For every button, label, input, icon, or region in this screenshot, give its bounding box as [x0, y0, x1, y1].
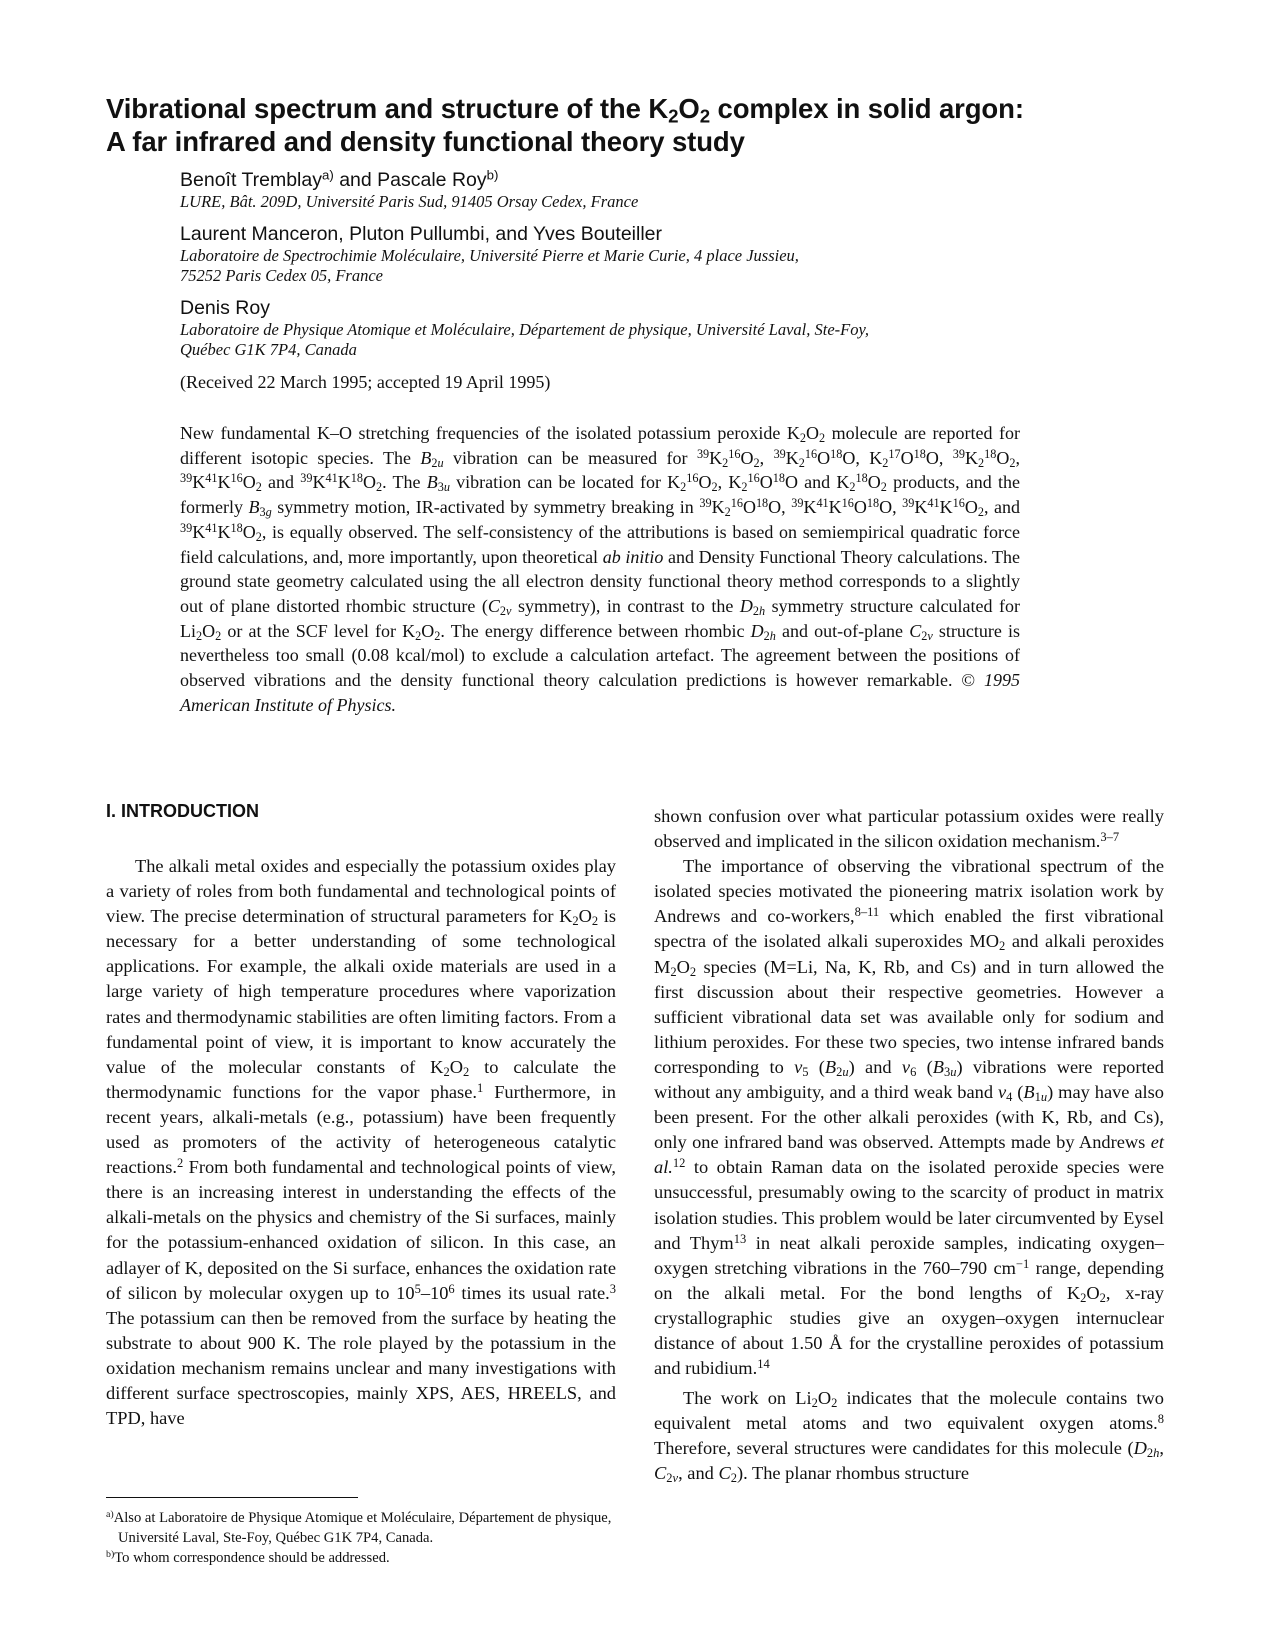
- footnotes: [106, 1508, 624, 1568]
- title-line-1: Vibrational spectrum and structure of the $K_2O_2$ complex in solid argon:: [106, 93, 1024, 127]
- right-paragraph-2: The importance of observing the vibrational spectrum of the isolated species motivated the pioneering matrix isolation work by Andrews and co-workers,$^{8-11}$ which enabled the first vibrational spectra of the isolated alkali superoxides $MO_2$ and alkali peroxides $M_2O_2$ species (M=Li, Na, K, Rb, and Cs) and in turn allowed the first discussion about their respective geometries. However a sufficient vibrational data set was available only for sodium and lithium peroxides. For these two species, two intense infrared bands corresponding to $\nu_5$ $(B_{2u})$ and $\nu_6$ $(B_{3u})$ vibrations were reported without any ambiguity, and a third weak band $\nu_4$ $(B_{1u})$ may have also been present. For the other alkali peroxides (with K, Rb, and Cs), only one infrared band was observed. Attempts made by Andrews et al.$^{12}$ to obtain Raman data on the isolated peroxide species were unsuccessful, presumably owing to the scarcity of product in matrix isolation studies. This problem would be later circumvented by Eysel and Thym$^{13}$ in neat alkali peroxide samples, indicating oxygen–oxygen stretching vibrations in the 760–790 $cm^{-1}$ range, depending on the alkali metal. For the bond lengths of $K_2O_2$, x-ray crystallographic studies give an oxygen–oxygen internuclear distance of about 1.50 Å for the crystalline peroxides of potassium and rubidium.$^{14}$: [654, 856, 1165, 1379]
- title-line-2: A far infrared and density functional theory study: [106, 126, 745, 157]
- author-names-1: Benoît Tremblay$^{a)}$ and Pascale Roy$^{b)}$: [180, 167, 499, 191]
- affiliation-1: LURE, Bât. 209D, Université Paris Sud, 91405 Orsay Cedex, France: [180, 192, 639, 211]
- left-column: [106, 854, 616, 1431]
- affiliation-2: Laboratoire de Spectrochimie Moléculaire, Université Pierre et Marie Curie, 4 place Jussieu, 75252 Paris Cedex 05, France: [180, 246, 799, 285]
- intro-paragraph-1: The alkali metal oxides and especially the potassium oxides play a variety of roles from both fundamental and technological points of view. The precise determination of structural parameters for $K_2O_2$ is necessary for a better understanding of some technological applications. For example, the alkali oxide materials are used in a large variety of high temperature procedures where vaporization rates and thermodynamic stabilities are often limiting factors. From a fundamental point of view, it is important to know accurately the value of the molecular constants of $K_2O_2$ to calculate the thermodynamic functions for the vapor phase.$^1$ Furthermore, in recent years, alkali-metals (e.g., potassium) have been frequently used as promoters of the activity of heterogeneous catalytic reactions.$^2$ From both fundamental and technological points of view, there is an increasing interest in understanding the effects of the alkali-metals on the physics and chemistry of the Si surfaces, mainly for the potassium-enhanced oxidation of silicon. In this case, an adlayer of K, deposited on the Si surface, enhances the oxidation rate of silicon by molecular oxygen up to $10^5-10^6$ times its usual rate.$^3$ The potassium can then be removed from the surface by heating the substrate to about 900 K. The role played by the potassium in the oxidation mechanism remains unclear and many investigations with different surface spectroscopies, mainly XPS, AES, HREELS, and TPD, have: [106, 856, 616, 1429]
- author-group-2: [180, 222, 1020, 286]
- footnote-divider: [106, 1497, 358, 1498]
- footnote-a: $^{a)}$Also at Laboratoire de Physique Atomique et Moléculaire, Département de physique, Université Laval, Ste-Foy, Québec G1K 7P4, Canada.: [106, 1509, 612, 1546]
- footnote-b: $^{b)}$To whom correspondence should be addressed.: [106, 1549, 390, 1566]
- author-group-1: [180, 168, 1020, 212]
- right-paragraph-1: shown confusion over what particular potassium oxides were really observed and implicated in the silicon oxidation mechanism.$^{3-7}$: [654, 806, 1164, 852]
- section-heading: I. INTRODUCTION: [106, 801, 259, 821]
- author-names-2: Laurent Manceron, Pluton Pullumbi, and Yves Bouteiller: [180, 223, 663, 245]
- right-paragraph-3: The work on $Li_2O_2$ indicates that the molecule contains two equivalent metal atoms and two equivalent oxygen atoms.$^8$ Therefore, several structures were candidates for this molecule ($D_{2h}$, $C_{2v}$, and $C_2$). The planar rhombus structure: [654, 1388, 1164, 1486]
- right-column: [654, 804, 1164, 1487]
- paper-title: [106, 92, 1186, 158]
- received-date: (Received 22 March 1995; accepted 19 April 1995): [180, 372, 551, 392]
- author-group-3: [180, 296, 1020, 360]
- abstract: New fundamental K–O stretching frequencies of the isolated potassium peroxide $K_2O_2$ molecule are reported for different isotopic species. The $B_{2u}$ vibration can be measured for $^{39}K_2^{16}O_2$, $^{39}K_2^{16}O^{18}O$, $K_2^{17}O^{18}O$, $^{39}K_2^{18}O_2$, $^{39}K^{41}K^{16}O_2$ and $^{39}K^{41}K^{18}O_2$. The $B_{3u}$ vibration can be located for $K_2^{16}O_2$, $K_2^{16}O^{18}O$ and $K_2^{18}O_2$ products, and the formerly $B_{3g}$ symmetry motion, IR-activated by symmetry breaking in $^{39}K_2^{16}O^{18}O$, $^{39}K^{41}K^{16}O^{18}O$, $^{39}K^{41}K^{16}O_2$, and $^{39}K^{41}K^{18}O_2$, is equally observed. The self-consistency of the attributions is based on semiempirical quadratic force field calculations, and, more importantly, upon theoretical ab initio and Density Functional Theory calculations. The ground state geometry calculated using the all electron density functional theory method corresponds to a slightly out of plane distorted rhombic structure ($C_{2v}$ symmetry), in contrast to the $D_{2h}$ symmetry structure calculated for $Li_2O_2$ or at the SCF level for $K_2O_2$. The energy difference between rhombic $D_{2h}$ and out-of-plane $C_{2v}$ structure is nevertheless too small (0.08 kcal/mol) to exclude a calculation artefact. The agreement between the positions of observed vibrations and the density functional theory calculation predictions is however remarkable. © 1995 American Institute of Physics.: [180, 423, 1021, 715]
- author-names-3: Denis Roy: [180, 297, 270, 319]
- affiliation-3: Laboratoire de Physique Atomique et Moléculaire, Département de physique, Université Laval, Ste-Foy, Québec G1K 7P4, Canada: [180, 320, 870, 359]
